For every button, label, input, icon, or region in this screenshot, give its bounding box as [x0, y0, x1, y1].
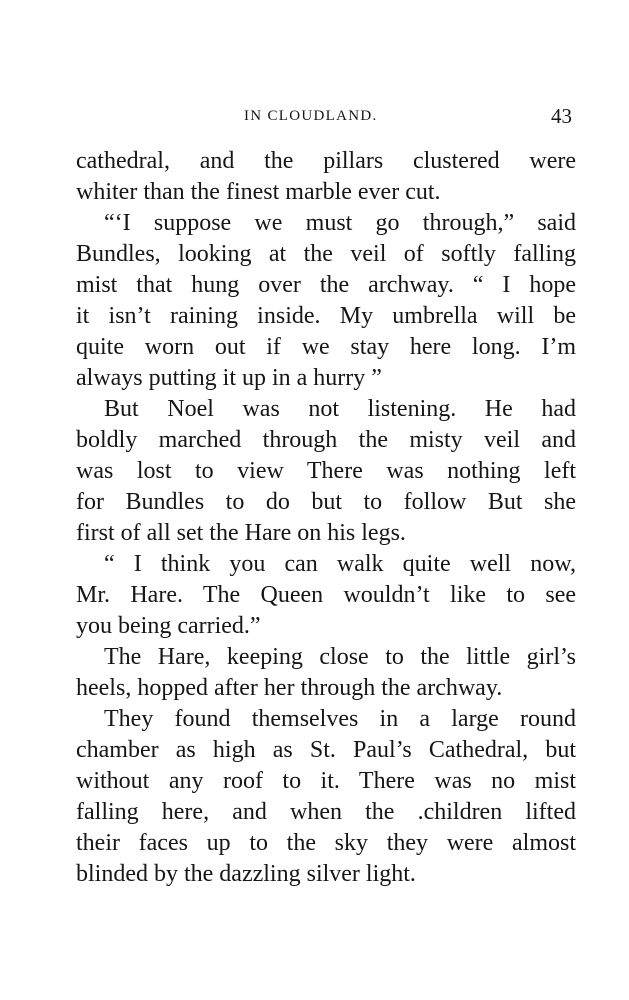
text-line: boldly marched through the misty veil and: [76, 427, 576, 453]
text-line: without any roof to it. There was no mist: [76, 768, 576, 794]
text-line: mist that hung over the archway. “ I hope: [76, 272, 576, 298]
text-line: Bundles, looking at the veil of softly falling: [76, 241, 576, 267]
text-line: cathedral, and the pillars clustered were: [76, 148, 576, 174]
page-number: 43: [551, 104, 572, 128]
text-line: chamber as high as St. Paul’s Cathedral, but: [76, 737, 576, 763]
text-line: was lost to view There was nothing left: [76, 458, 576, 484]
text-line: for Bundles to do but to follow But she: [76, 489, 576, 515]
text-line: it isn’t raining inside. My umbrella will be: [76, 303, 576, 329]
text-line: “ I think you can walk quite well now,: [104, 551, 576, 577]
text-line: “‘I suppose we must go through,” said: [104, 210, 576, 236]
page-body-text: [76, 146, 576, 890]
text-line: whiter than the finest marble ever cut.: [76, 179, 441, 205]
text-line: falling here, and when the .children lifted: [76, 799, 576, 825]
text-line: their faces up to the sky they were almost: [76, 830, 576, 856]
text-line: They found themselves in a large round: [104, 706, 576, 732]
text-line: Mr. Hare. The Queen wouldn’t like to see: [76, 582, 576, 608]
text-line: you being carried.”: [76, 613, 261, 639]
text-line: But Noel was not listening. He had: [104, 396, 576, 422]
text-line: blinded by the dazzling silver light.: [76, 861, 416, 887]
running-head: IN CLOUDLAND.: [244, 108, 378, 124]
text-line: quite worn out if we stay here long. I’m: [76, 334, 576, 360]
text-line: first of all set the Hare on his legs.: [76, 520, 406, 546]
text-line: heels, hopped after her through the archway.: [76, 675, 503, 701]
text-line: always putting it up in a hurry ”: [76, 365, 382, 391]
page-header: [76, 104, 572, 132]
text-line: The Hare, keeping close to the little girl’s: [104, 644, 576, 670]
